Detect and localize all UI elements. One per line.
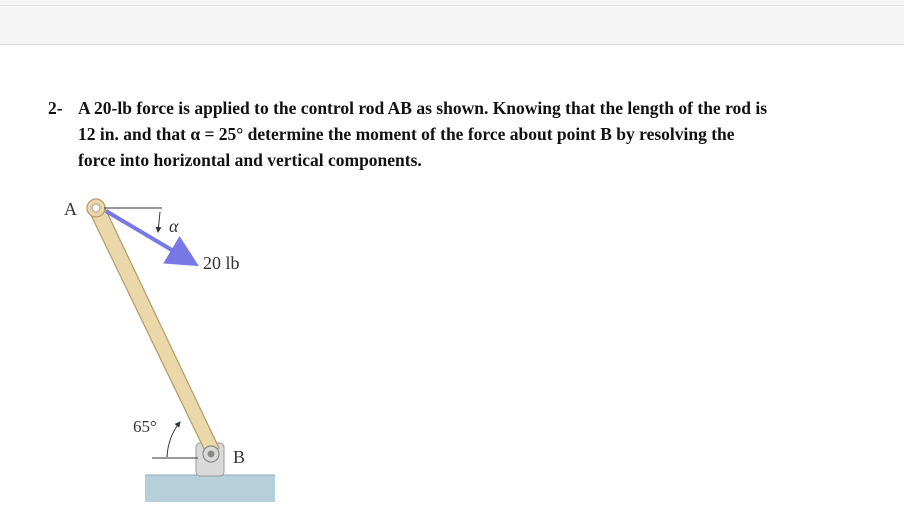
pin-a-hole	[92, 204, 100, 212]
alpha-indicator-icon	[158, 212, 160, 232]
alpha-label: α	[169, 216, 179, 236]
ground-base	[145, 475, 275, 502]
point-b-label: B	[233, 447, 246, 467]
problem-number: 2-	[48, 98, 63, 118]
angle-arc-icon	[167, 422, 180, 457]
problem-line-2: 12 in. and that α = 25° determine the moment of the force about point B by resolving the	[78, 124, 735, 144]
problem-line-3: force into horizontal and vertical components.	[78, 150, 422, 170]
pin-b-hole	[208, 451, 215, 458]
point-a-label: A	[64, 199, 77, 219]
angle-label: 65°	[133, 417, 157, 436]
force-label: 20 lb	[203, 253, 240, 273]
problem-line-1: A 20-lb force is applied to the control rod AB as shown. Knowing that the length of the rod is	[78, 98, 768, 118]
